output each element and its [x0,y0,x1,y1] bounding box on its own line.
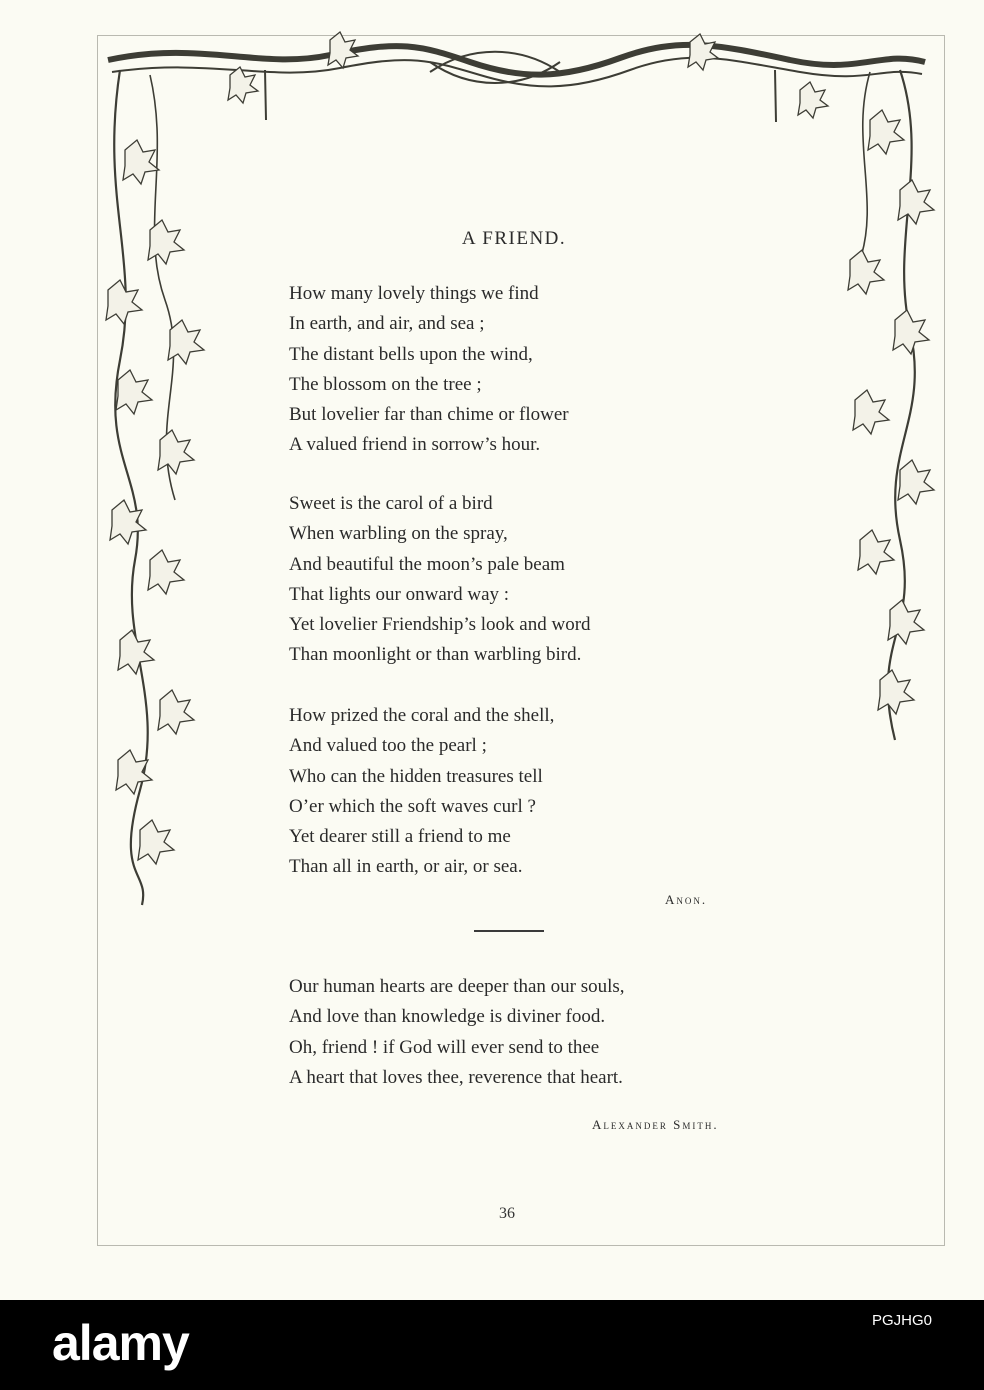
stanza-3 [289,701,554,883]
stanza-2 [289,489,591,671]
poem-attribution: Anon. [665,892,708,907]
poem-line: How prized the coral and the shell, [289,705,555,726]
section-divider [474,930,544,932]
page-number: 36 [499,1205,515,1222]
poem-line: Sweet is the carol of a bird [289,493,493,514]
poem-line: Than moonlight or than warbling bird. [289,644,582,666]
poem-line: A heart that loves thee, reverence that heart. [289,1066,623,1088]
poem-line: Our human hearts are deeper than our souls, [289,976,625,997]
poem-line: And beautiful the moon’s pale beam [289,553,565,575]
poem-line: That lights our onward way : [289,583,510,605]
stanza-1 [289,279,569,461]
poem-line: But lovelier far than chime or flower [289,404,569,426]
watermark-bar [0,1300,984,1390]
quote-attribution: Alexander Smith. [592,1117,719,1132]
poem-line: Yet dearer still a friend to me [289,826,511,848]
poem-line: The distant bells upon the wind, [289,343,533,365]
alamy-logo: alamy [52,1315,189,1371]
poem-line: Oh, friend ! if God will ever send to thee [289,1036,600,1058]
quote-stanza [289,972,625,1093]
poem-line: And love than knowledge is diviner food. [289,1006,606,1028]
poem-title: A FRIEND. [461,228,567,249]
poem-line: When warbling on the spray, [289,523,508,545]
poem-line: In earth, and air, and sea ; [289,313,485,335]
poem-line: Who can the hidden treasures tell [289,765,543,787]
poem-line: The blossom on the tree ; [289,373,482,395]
poem-line: And valued too the pearl ; [289,735,487,757]
poem-line: Yet lovelier Friendship’s look and word [289,614,591,636]
stock-id: PGJHG0 [871,1312,932,1329]
poem-line: Than all in earth, or air, or sea. [289,856,523,878]
poem-line: How many lovely things we find [289,283,539,304]
poem-line: O’er which the soft waves curl ? [289,795,536,817]
poem-line: A valued friend in sorrow’s hour. [289,434,541,456]
